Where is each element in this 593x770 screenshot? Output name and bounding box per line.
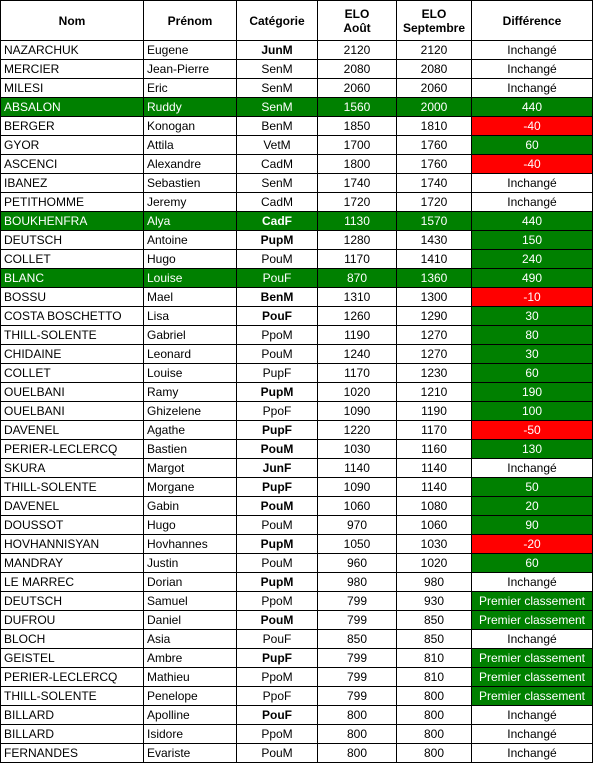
cell-elo-aout: 1310 (318, 288, 397, 307)
table-row (1, 231, 593, 250)
table-row (1, 60, 593, 79)
cell-difference: Premier classement (472, 668, 593, 687)
cell-prenom: Eugene (144, 41, 237, 60)
cell-categorie: PupF (237, 649, 318, 668)
cell-elo-aout: 980 (318, 573, 397, 592)
cell-elo-aout: 1220 (318, 421, 397, 440)
cell-difference: 60 (472, 554, 593, 573)
table-row (1, 79, 593, 98)
cell-categorie: PouM (237, 611, 318, 630)
cell-nom: HOVHANNISYAN (1, 535, 144, 554)
cell-elo-septembre: 850 (397, 611, 472, 630)
cell-prenom: Evariste (144, 744, 237, 763)
cell-nom: BILLARD (1, 725, 144, 744)
cell-prenom: Samuel (144, 592, 237, 611)
cell-prenom: Alexandre (144, 155, 237, 174)
cell-nom: THILL-SOLENTE (1, 687, 144, 706)
table-row (1, 345, 593, 364)
cell-prenom: Antoine (144, 231, 237, 250)
cell-elo-septembre: 1230 (397, 364, 472, 383)
cell-prenom: Asia (144, 630, 237, 649)
cell-elo-aout: 1190 (318, 326, 397, 345)
cell-elo-septembre: 800 (397, 706, 472, 725)
cell-elo-septembre: 2120 (397, 41, 472, 60)
table-row (1, 41, 593, 60)
cell-elo-septembre: 1030 (397, 535, 472, 554)
cell-elo-septembre: 1020 (397, 554, 472, 573)
cell-categorie: CadM (237, 193, 318, 212)
table-row (1, 668, 593, 687)
cell-elo-aout: 1170 (318, 364, 397, 383)
cell-categorie: BenM (237, 117, 318, 136)
table-row (1, 611, 593, 630)
cell-nom: COSTA BOSCHETTO (1, 307, 144, 326)
cell-nom: BLOCH (1, 630, 144, 649)
cell-prenom: Alya (144, 212, 237, 231)
cell-elo-septembre: 1810 (397, 117, 472, 136)
cell-elo-septembre: 1410 (397, 250, 472, 269)
table-row (1, 725, 593, 744)
cell-nom: DOUSSOT (1, 516, 144, 535)
cell-elo-aout: 1050 (318, 535, 397, 554)
cell-elo-septembre: 2080 (397, 60, 472, 79)
cell-categorie: PouM (237, 516, 318, 535)
cell-difference: 90 (472, 516, 593, 535)
cell-nom: DEUTSCH (1, 231, 144, 250)
cell-categorie: PpoM (237, 668, 318, 687)
cell-nom: BLANC (1, 269, 144, 288)
cell-prenom: Mathieu (144, 668, 237, 687)
cell-categorie: PouF (237, 307, 318, 326)
cell-elo-septembre: 1190 (397, 402, 472, 421)
cell-elo-septembre: 1720 (397, 193, 472, 212)
cell-categorie: PouM (237, 345, 318, 364)
table-row (1, 136, 593, 155)
cell-prenom: Margot (144, 459, 237, 478)
cell-categorie: PouF (237, 269, 318, 288)
cell-categorie: SenM (237, 79, 318, 98)
cell-elo-aout: 2060 (318, 79, 397, 98)
cell-elo-septembre: 1430 (397, 231, 472, 250)
cell-elo-aout: 1130 (318, 212, 397, 231)
cell-elo-septembre: 800 (397, 687, 472, 706)
cell-elo-aout: 1020 (318, 383, 397, 402)
cell-categorie: PupF (237, 478, 318, 497)
cell-difference: 30 (472, 345, 593, 364)
cell-nom: MILESI (1, 79, 144, 98)
cell-nom: GEISTEL (1, 649, 144, 668)
cell-elo-aout: 1090 (318, 478, 397, 497)
cell-difference: -40 (472, 155, 593, 174)
cell-elo-septembre: 1080 (397, 497, 472, 516)
cell-categorie: PpoM (237, 592, 318, 611)
cell-categorie: CadM (237, 155, 318, 174)
table-row (1, 98, 593, 117)
cell-prenom: Louise (144, 364, 237, 383)
cell-nom: CHIDAINE (1, 345, 144, 364)
cell-prenom: Gabin (144, 497, 237, 516)
cell-elo-aout: 799 (318, 611, 397, 630)
cell-nom: GYOR (1, 136, 144, 155)
header-elo-septembre (397, 1, 472, 41)
table-row (1, 592, 593, 611)
cell-categorie: PpoM (237, 326, 318, 345)
cell-difference: Inchangé (472, 573, 593, 592)
cell-elo-septembre: 1270 (397, 345, 472, 364)
cell-prenom: Leonard (144, 345, 237, 364)
cell-elo-aout: 1740 (318, 174, 397, 193)
cell-prenom: Ruddy (144, 98, 237, 117)
cell-prenom: Agathe (144, 421, 237, 440)
cell-nom: SKURA (1, 459, 144, 478)
cell-elo-aout: 1140 (318, 459, 397, 478)
cell-nom: ASCENCI (1, 155, 144, 174)
table-row (1, 459, 593, 478)
cell-elo-septembre: 1290 (397, 307, 472, 326)
table-row (1, 307, 593, 326)
cell-prenom: Isidore (144, 725, 237, 744)
cell-difference: 130 (472, 440, 593, 459)
cell-categorie: BenM (237, 288, 318, 307)
cell-nom: DEUTSCH (1, 592, 144, 611)
cell-difference: Premier classement (472, 649, 593, 668)
cell-nom: MERCIER (1, 60, 144, 79)
cell-prenom: Louise (144, 269, 237, 288)
cell-elo-septembre: 1140 (397, 459, 472, 478)
cell-elo-aout: 1280 (318, 231, 397, 250)
cell-elo-aout: 1030 (318, 440, 397, 459)
cell-categorie: PouM (237, 250, 318, 269)
cell-nom: PERIER-LECLERCQ (1, 440, 144, 459)
cell-elo-septembre: 1740 (397, 174, 472, 193)
cell-prenom: Penelope (144, 687, 237, 706)
table-row (1, 269, 593, 288)
table-body (1, 41, 593, 763)
cell-difference: 80 (472, 326, 593, 345)
table-row (1, 212, 593, 231)
cell-prenom: Daniel (144, 611, 237, 630)
cell-prenom: Dorian (144, 573, 237, 592)
cell-prenom: Jeremy (144, 193, 237, 212)
cell-categorie: CadF (237, 212, 318, 231)
cell-categorie: PouM (237, 554, 318, 573)
cell-prenom: Ghizelene (144, 402, 237, 421)
cell-elo-septembre: 1760 (397, 136, 472, 155)
cell-prenom: Mael (144, 288, 237, 307)
cell-elo-septembre: 1160 (397, 440, 472, 459)
cell-elo-septembre: 1060 (397, 516, 472, 535)
table-row (1, 402, 593, 421)
cell-categorie: JunF (237, 459, 318, 478)
table-row (1, 117, 593, 136)
cell-nom: IBANEZ (1, 174, 144, 193)
cell-categorie: PupM (237, 383, 318, 402)
cell-difference: -10 (472, 288, 593, 307)
cell-categorie: PupM (237, 231, 318, 250)
table-row (1, 155, 593, 174)
cell-elo-aout: 2080 (318, 60, 397, 79)
cell-categorie: PouM (237, 497, 318, 516)
cell-prenom: Ambre (144, 649, 237, 668)
cell-elo-aout: 799 (318, 668, 397, 687)
cell-nom: PERIER-LECLERCQ (1, 668, 144, 687)
cell-elo-septembre: 1170 (397, 421, 472, 440)
cell-elo-septembre: 2000 (397, 98, 472, 117)
cell-prenom: Apolline (144, 706, 237, 725)
cell-categorie: PouM (237, 744, 318, 763)
table-row (1, 649, 593, 668)
header-prenom: Prénom (144, 1, 237, 41)
cell-prenom: Bastien (144, 440, 237, 459)
cell-difference: Inchangé (472, 630, 593, 649)
cell-prenom: Hovhannes (144, 535, 237, 554)
cell-prenom: Jean-Pierre (144, 60, 237, 79)
cell-nom: THILL-SOLENTE (1, 478, 144, 497)
cell-categorie: PupM (237, 573, 318, 592)
cell-elo-aout: 1260 (318, 307, 397, 326)
header-elo-sept-line2: Septembre (402, 20, 466, 35)
cell-elo-septembre: 980 (397, 573, 472, 592)
cell-prenom: Sebastien (144, 174, 237, 193)
cell-categorie: SenM (237, 174, 318, 193)
cell-difference: 440 (472, 212, 593, 231)
cell-categorie: PpoF (237, 402, 318, 421)
cell-elo-aout: 800 (318, 744, 397, 763)
cell-nom: COLLET (1, 250, 144, 269)
cell-categorie: PupM (237, 535, 318, 554)
cell-difference: 20 (472, 497, 593, 516)
cell-difference: Inchangé (472, 193, 593, 212)
cell-elo-septembre: 800 (397, 744, 472, 763)
cell-nom: OUELBANI (1, 402, 144, 421)
cell-categorie: PpoF (237, 687, 318, 706)
cell-elo-aout: 1700 (318, 136, 397, 155)
table-row (1, 744, 593, 763)
cell-elo-aout: 1560 (318, 98, 397, 117)
cell-prenom: Morgane (144, 478, 237, 497)
cell-elo-aout: 800 (318, 706, 397, 725)
cell-nom: COLLET (1, 364, 144, 383)
cell-difference: 100 (472, 402, 593, 421)
cell-elo-aout: 960 (318, 554, 397, 573)
cell-nom: PETITHOMME (1, 193, 144, 212)
cell-prenom: Ramy (144, 383, 237, 402)
cell-difference: Premier classement (472, 592, 593, 611)
cell-nom: THILL-SOLENTE (1, 326, 144, 345)
cell-nom: DAVENEL (1, 421, 144, 440)
cell-difference: 440 (472, 98, 593, 117)
table-row (1, 687, 593, 706)
cell-elo-aout: 1720 (318, 193, 397, 212)
table-row (1, 516, 593, 535)
cell-elo-aout: 800 (318, 725, 397, 744)
cell-elo-septembre: 1760 (397, 155, 472, 174)
table-row (1, 250, 593, 269)
table-row (1, 535, 593, 554)
table-row (1, 364, 593, 383)
cell-nom: FERNANDES (1, 744, 144, 763)
cell-elo-aout: 1060 (318, 497, 397, 516)
header-nom: Nom (1, 1, 144, 41)
cell-nom: OUELBANI (1, 383, 144, 402)
cell-nom: BOSSU (1, 288, 144, 307)
cell-difference: 490 (472, 269, 593, 288)
cell-elo-aout: 799 (318, 649, 397, 668)
cell-difference: Inchangé (472, 60, 593, 79)
header-elo-aout-line2: Août (343, 20, 371, 35)
cell-nom: DAVENEL (1, 497, 144, 516)
cell-categorie: VetM (237, 136, 318, 155)
cell-difference: Inchangé (472, 174, 593, 193)
table-row (1, 497, 593, 516)
header-elo-sept-line1: ELO (421, 6, 447, 21)
cell-elo-aout: 1850 (318, 117, 397, 136)
cell-elo-septembre: 850 (397, 630, 472, 649)
cell-categorie: PouM (237, 440, 318, 459)
cell-elo-aout: 870 (318, 269, 397, 288)
cell-categorie: PouF (237, 706, 318, 725)
cell-elo-septembre: 810 (397, 649, 472, 668)
cell-difference: 50 (472, 478, 593, 497)
cell-categorie: JunM (237, 41, 318, 60)
cell-difference: 240 (472, 250, 593, 269)
cell-elo-septembre: 1300 (397, 288, 472, 307)
table-row (1, 383, 593, 402)
cell-difference: 60 (472, 136, 593, 155)
cell-elo-aout: 2120 (318, 41, 397, 60)
cell-prenom: Konogan (144, 117, 237, 136)
cell-categorie: PupF (237, 421, 318, 440)
cell-prenom: Eric (144, 79, 237, 98)
cell-difference: 60 (472, 364, 593, 383)
cell-prenom: Hugo (144, 250, 237, 269)
cell-difference: 30 (472, 307, 593, 326)
cell-nom: BERGER (1, 117, 144, 136)
cell-difference: 150 (472, 231, 593, 250)
cell-categorie: PouF (237, 630, 318, 649)
table-row (1, 573, 593, 592)
cell-elo-septembre: 1570 (397, 212, 472, 231)
cell-nom: BILLARD (1, 706, 144, 725)
cell-difference: Inchangé (472, 706, 593, 725)
cell-nom: NAZARCHUK (1, 41, 144, 60)
cell-difference: Inchangé (472, 459, 593, 478)
cell-elo-aout: 970 (318, 516, 397, 535)
cell-elo-aout: 1240 (318, 345, 397, 364)
table-header-row (1, 1, 593, 41)
cell-difference: Inchangé (472, 79, 593, 98)
header-elo-aout-line1: ELO (344, 6, 370, 21)
cell-categorie: SenM (237, 60, 318, 79)
cell-prenom: Justin (144, 554, 237, 573)
table-row (1, 554, 593, 573)
table-row (1, 421, 593, 440)
table-row (1, 174, 593, 193)
cell-elo-aout: 1090 (318, 402, 397, 421)
cell-elo-aout: 1800 (318, 155, 397, 174)
cell-elo-aout: 799 (318, 687, 397, 706)
cell-prenom: Lisa (144, 307, 237, 326)
cell-elo-aout: 799 (318, 592, 397, 611)
header-difference: Différence (472, 1, 593, 41)
cell-elo-septembre: 800 (397, 725, 472, 744)
table-row (1, 288, 593, 307)
header-categorie: Catégorie (237, 1, 318, 41)
cell-categorie: PupF (237, 364, 318, 383)
cell-elo-septembre: 1210 (397, 383, 472, 402)
cell-prenom: Gabriel (144, 326, 237, 345)
table-row (1, 630, 593, 649)
cell-categorie: PpoM (237, 725, 318, 744)
cell-elo-septembre: 1360 (397, 269, 472, 288)
table-row (1, 326, 593, 345)
cell-categorie: SenM (237, 98, 318, 117)
cell-difference: 190 (472, 383, 593, 402)
cell-nom: BOUKHENFRA (1, 212, 144, 231)
table-row (1, 440, 593, 459)
cell-prenom: Attila (144, 136, 237, 155)
cell-elo-septembre: 1270 (397, 326, 472, 345)
cell-elo-septembre: 930 (397, 592, 472, 611)
cell-difference: Inchangé (472, 725, 593, 744)
cell-elo-septembre: 810 (397, 668, 472, 687)
cell-nom: MANDRAY (1, 554, 144, 573)
cell-nom: ABSALON (1, 98, 144, 117)
cell-nom: LE MARREC (1, 573, 144, 592)
cell-difference: Premier classement (472, 611, 593, 630)
cell-difference: -40 (472, 117, 593, 136)
cell-prenom: Hugo (144, 516, 237, 535)
cell-difference: Inchangé (472, 41, 593, 60)
cell-difference: -50 (472, 421, 593, 440)
table-row (1, 193, 593, 212)
cell-difference: Inchangé (472, 744, 593, 763)
cell-elo-septembre: 1140 (397, 478, 472, 497)
table-row (1, 706, 593, 725)
cell-elo-aout: 1170 (318, 250, 397, 269)
header-elo-aout (318, 1, 397, 41)
table-row (1, 478, 593, 497)
cell-elo-aout: 850 (318, 630, 397, 649)
cell-elo-septembre: 2060 (397, 79, 472, 98)
cell-nom: DUFROU (1, 611, 144, 630)
cell-difference: -20 (472, 535, 593, 554)
cell-difference: Premier classement (472, 687, 593, 706)
